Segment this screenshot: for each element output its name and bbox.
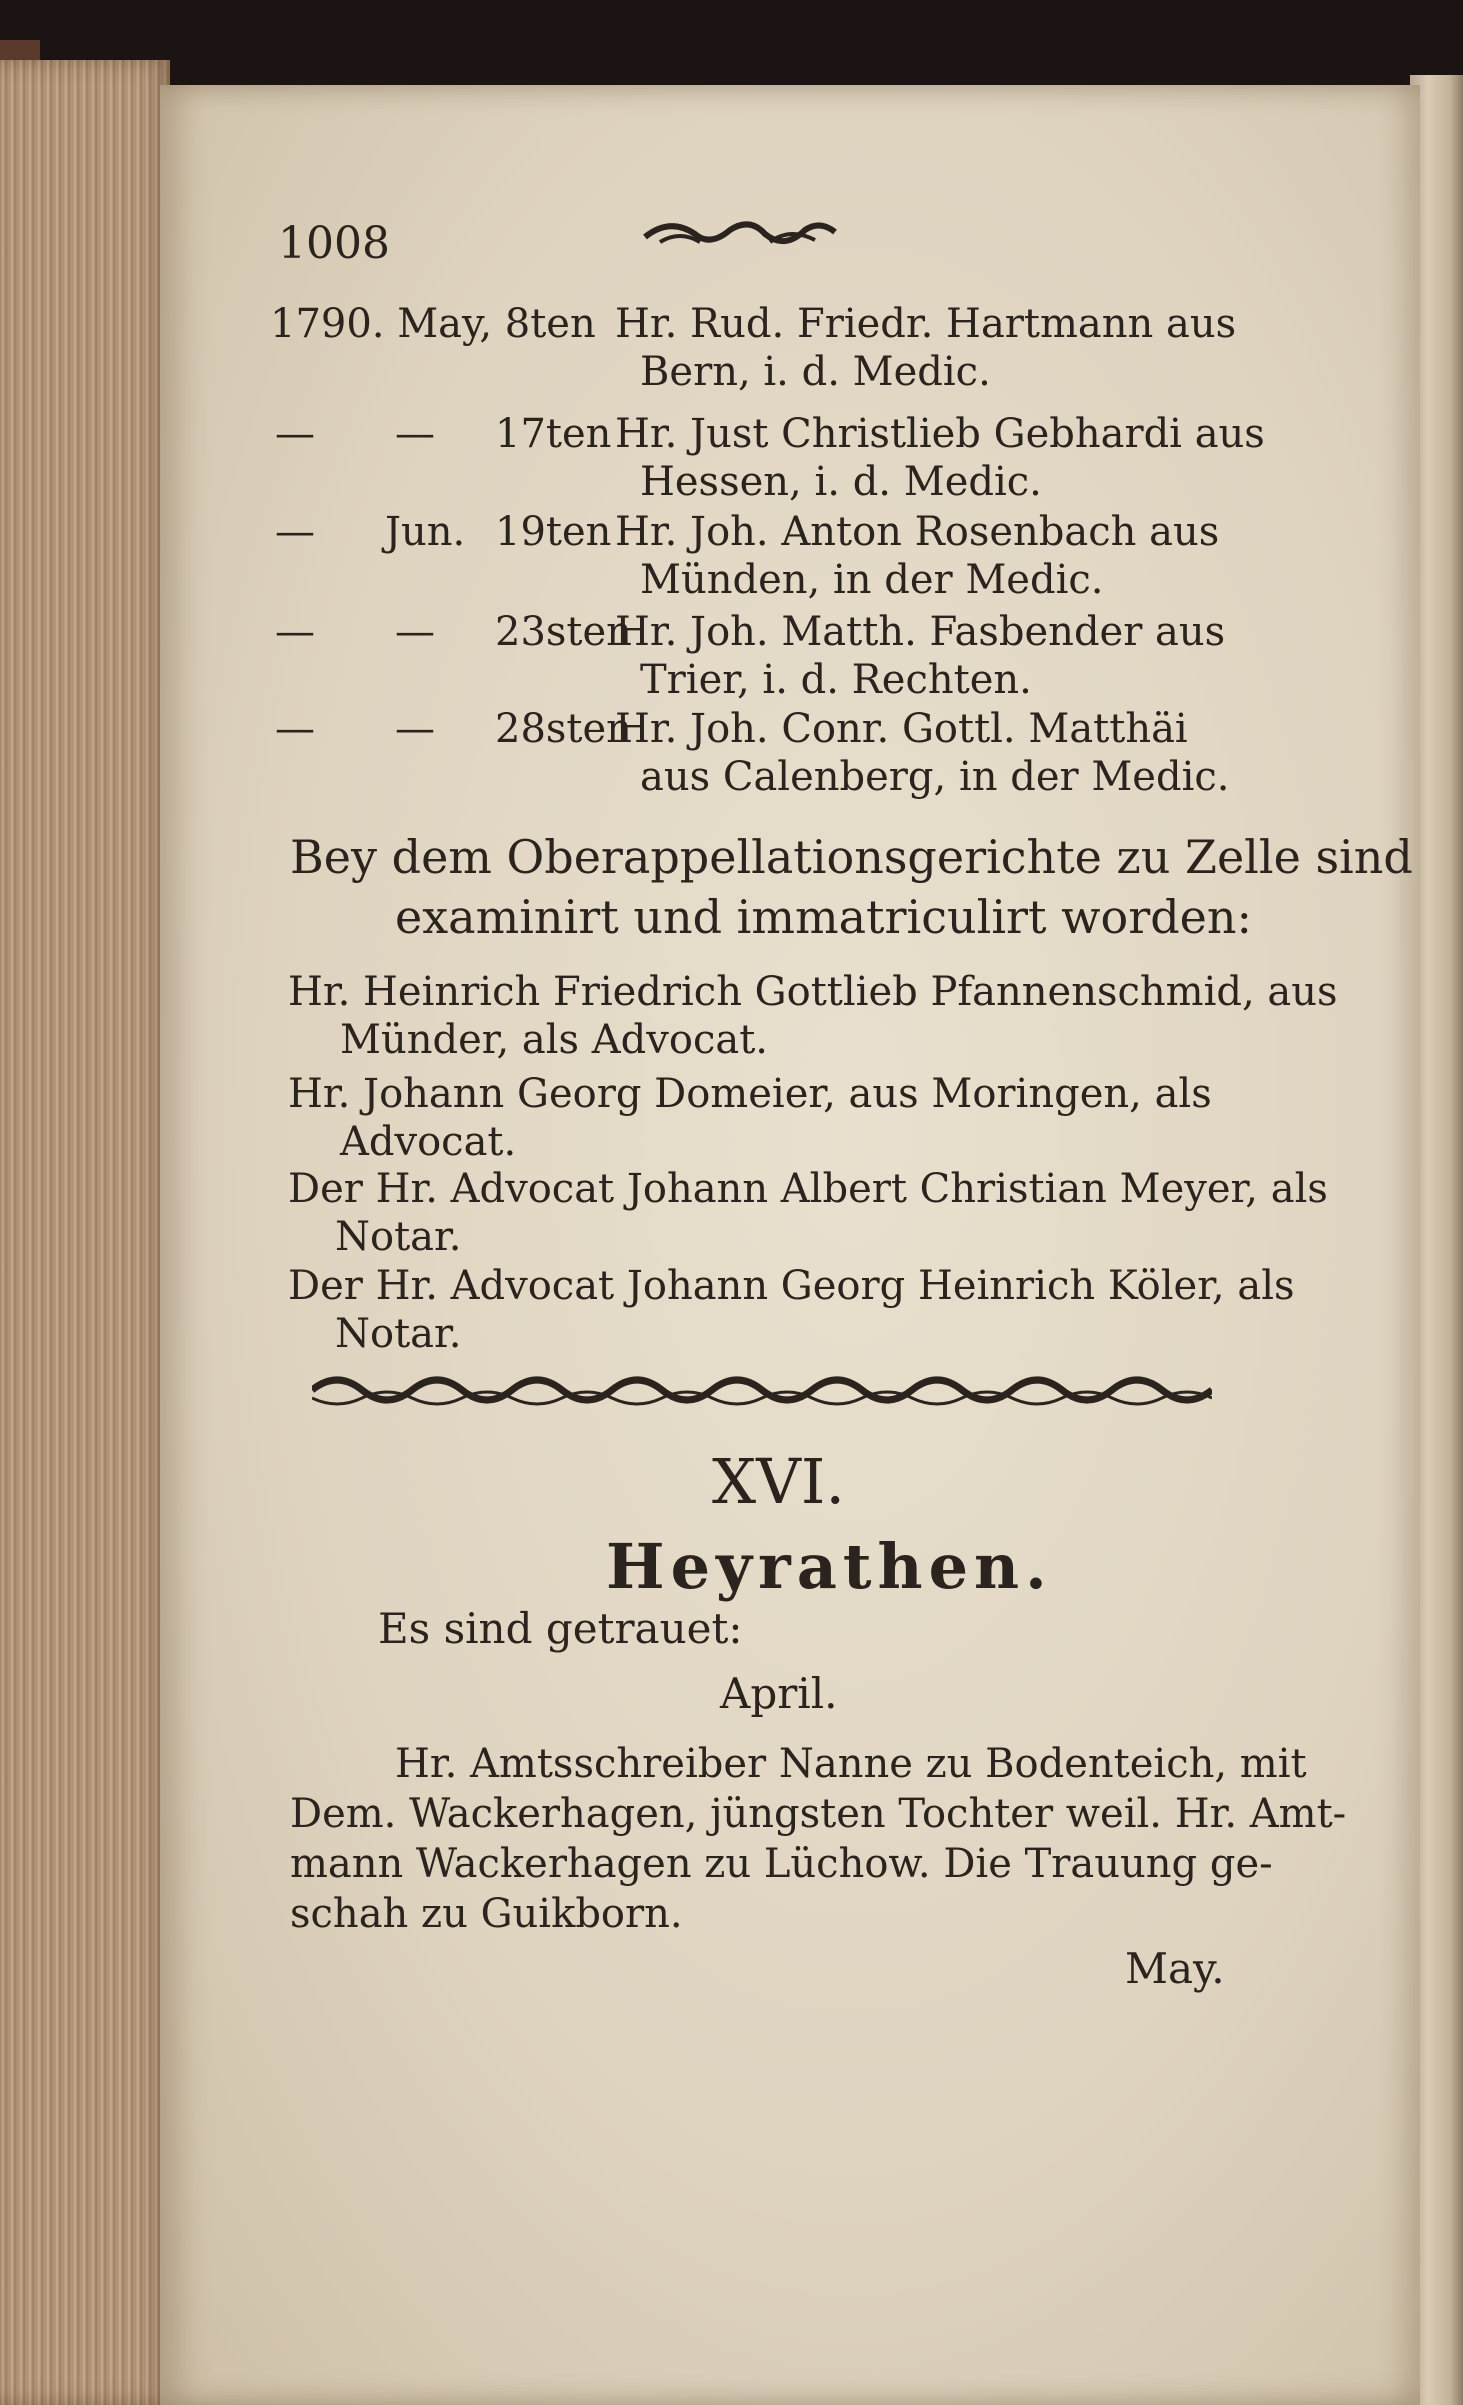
entry-line: Hr. Heinrich Friedrich Gottlieb Pfannenschmid, aus [288, 969, 1338, 1015]
entry-line: Der Hr. Advocat Johann Georg Heinrich Köler, als [288, 1263, 1295, 1309]
month-heading: April. [720, 1669, 838, 1718]
entry-dash: — [275, 609, 315, 655]
section-title: Heyrathen. [606, 1530, 1053, 1603]
entry-line: Notar. [335, 1311, 462, 1357]
entry-line: Hr. Joh. Conr. Gottl. Matthäi [615, 706, 1188, 752]
entry-dash: — [275, 509, 315, 555]
paragraph-line: Hr. Amtsschreiber Nanne zu Bodenteich, mit [395, 1741, 1307, 1787]
entry-dash: — [275, 706, 315, 752]
entry-dash: — [275, 411, 315, 457]
page-number: 1008 [278, 218, 390, 269]
entry-line: aus Calenberg, in der Medic. [640, 754, 1230, 800]
entry-line: Hessen, i. d. Medic. [640, 459, 1042, 505]
entry-line: Münder, als Advocat. [340, 1017, 769, 1063]
entry-day: 17ten [495, 411, 612, 457]
entry-line: Der Hr. Advocat Johann Albert Christian Meyer, als [288, 1166, 1328, 1212]
section-ornament-icon [312, 1370, 1212, 1410]
entry-day: 23sten [495, 609, 632, 655]
catchword: May. [1125, 1944, 1225, 1993]
section-intro: Es sind getrauet: [378, 1604, 743, 1653]
entry-line: Hr. Joh. Matth. Fasbender aus [615, 609, 1226, 655]
entry-day: 28sten [495, 706, 632, 752]
entry-line: Hr. Joh. Anton Rosenbach aus [615, 509, 1220, 555]
entry-line: Hr. Johann Georg Domeier, aus Moringen, als [288, 1071, 1212, 1117]
paragraph-line: Dem. Wackerhagen, jüngsten Tochter weil. Hr. Amt- [290, 1791, 1347, 1837]
entry-day: 19ten [495, 509, 612, 555]
entry-line: Notar. [335, 1214, 462, 1260]
entry-dash: — [395, 609, 435, 655]
entry-dash: — [395, 706, 435, 752]
entry-line: Bern, i. d. Medic. [640, 349, 991, 395]
court-heading: examinirt und immatriculirt worden: [395, 890, 1252, 944]
entry-month: Jun. [385, 509, 466, 555]
entry-line: Advocat. [340, 1119, 517, 1165]
entry-line: Hr. Just Christlieb Gebhardi aus [615, 411, 1265, 457]
header-ornament-icon [640, 212, 840, 257]
section-number: XVI. [712, 1445, 846, 1518]
court-heading: Bey dem Oberappellationsgerichte zu Zelle sind [290, 830, 1413, 884]
entry-date: 1790. May, 8ten [270, 301, 596, 347]
paragraph-line: mann Wackerhagen zu Lüchow. Die Trauung ge- [290, 1841, 1273, 1887]
entry-line: Münden, in der Medic. [640, 557, 1104, 603]
entry-line: Trier, i. d. Rechten. [640, 657, 1032, 703]
entry-line: Hr. Rud. Friedr. Hartmann aus [615, 301, 1237, 347]
page-stack-left [0, 60, 170, 2405]
paragraph-line: schah zu Guikborn. [290, 1891, 683, 1937]
entry-dash: — [395, 411, 435, 457]
